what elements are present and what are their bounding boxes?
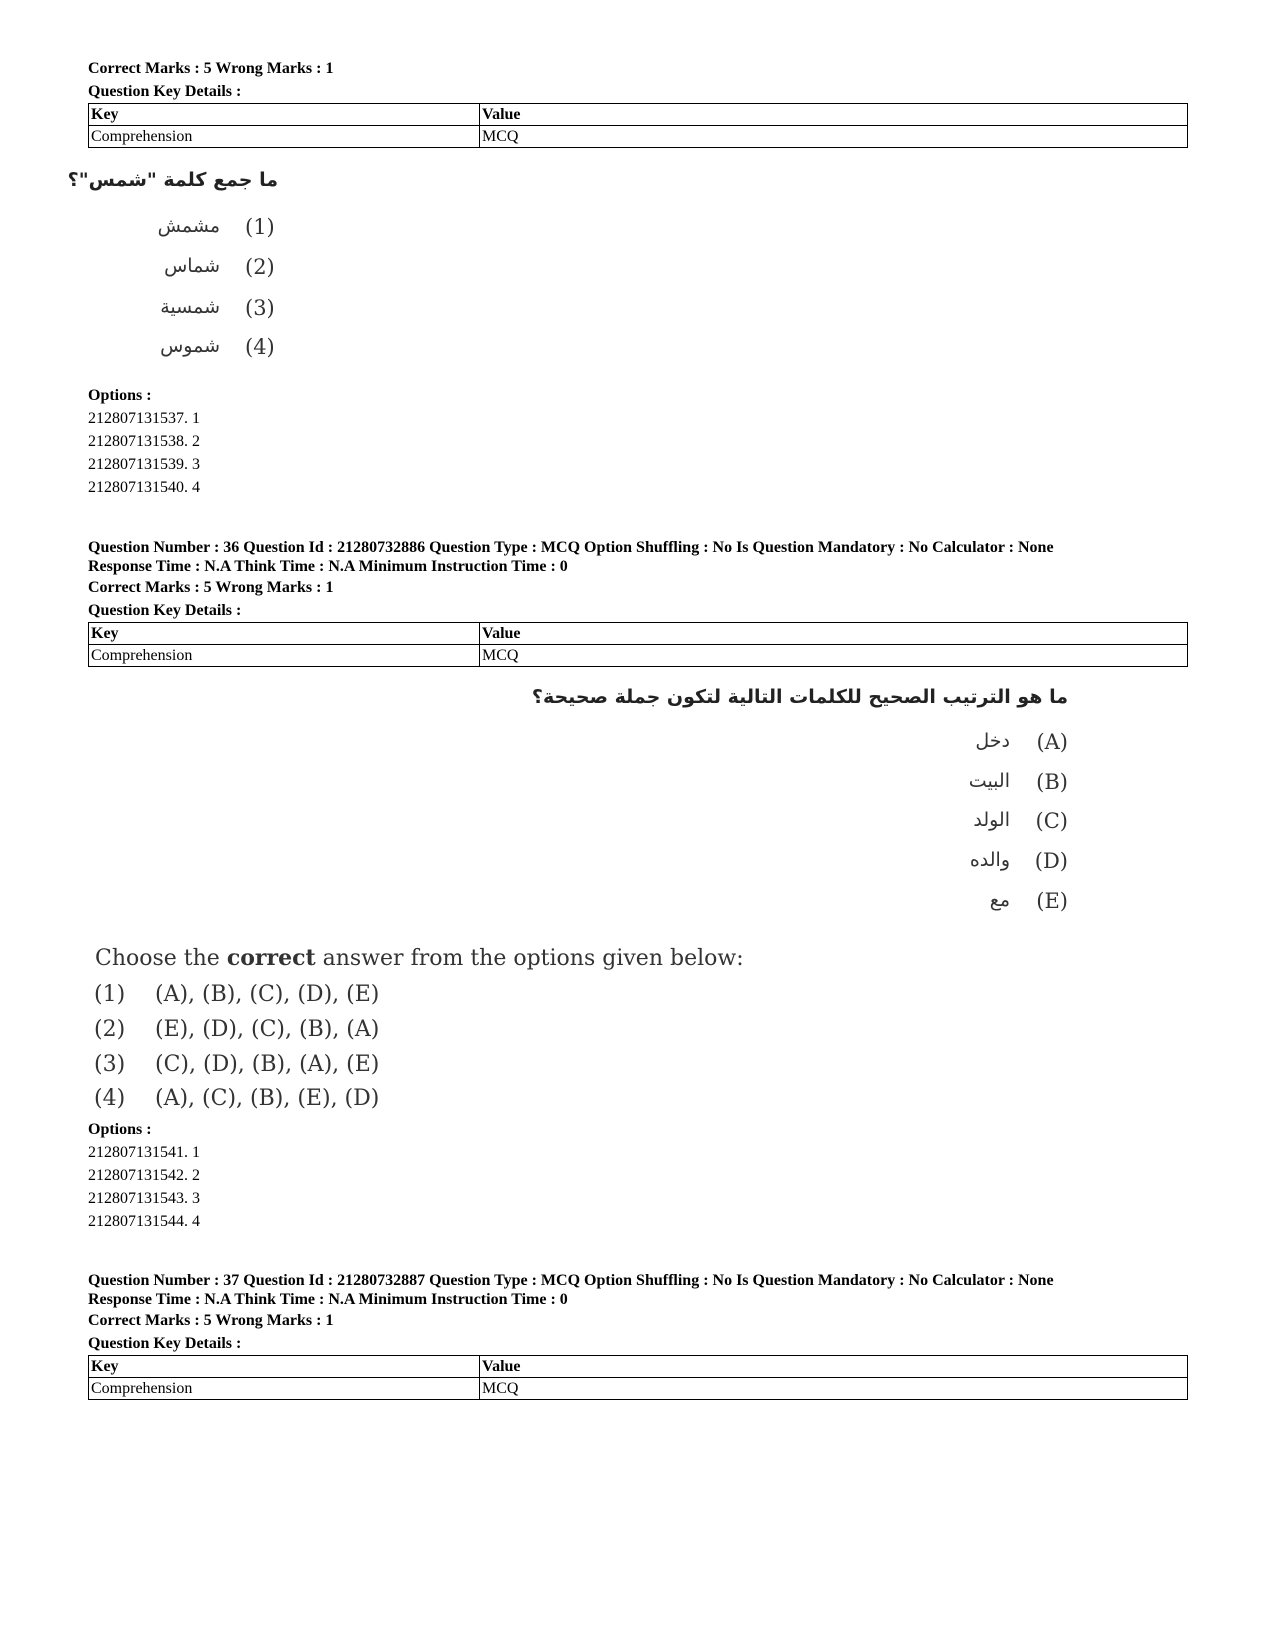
q35-key-details-label: Question Key Details : [88, 83, 242, 100]
table-row [89, 126, 1188, 148]
q36-choice-num: (1) [94, 982, 126, 1007]
table-header-row [89, 1356, 1188, 1378]
q36-word-label: (B) [1036, 770, 1068, 794]
q36-key-details-label: Question Key Details : [88, 602, 242, 619]
q35-question-image [67, 164, 288, 374]
q37-header-line2: Response Time : N.A Think Time : N.A Minimum Instruction Time : 0 [88, 1291, 568, 1308]
q35-options [88, 384, 1188, 499]
q36-word-label: (D) [1034, 849, 1068, 873]
choose-bold: correct [226, 945, 316, 971]
value-cell: MCQ [480, 1378, 1188, 1400]
q36-key-table [88, 622, 1188, 667]
q36-question-text: ما هو الترتيب الصحيح للكلمات التالية لتكون جملة صحيحة؟ [531, 686, 1068, 708]
q36-choices-image-last [88, 1086, 728, 1116]
q37-header-line1: Question Number : 37 Question Id : 21280732887 Question Type : MCQ Option Shuffling : No Is Question Mandatory : No Calculator : None [88, 1272, 1054, 1289]
q36-word: والده [969, 849, 1010, 871]
q35-answer-3 [88, 294, 288, 330]
value-cell: MCQ [480, 645, 1188, 667]
choose-pre: Choose the [95, 946, 227, 971]
q35-answer-num: (1) [245, 215, 275, 239]
key-header: Key [89, 1356, 480, 1378]
q36-choice-text: (A), (B), (C), (D), (E) [155, 982, 380, 1007]
q36-word-e [908, 887, 1068, 923]
option-item: 212807131539. 3 [88, 456, 200, 473]
q35-answer-4 [88, 333, 288, 369]
q35-answer-word: شموس [160, 335, 220, 357]
option-item: 212807131540. 4 [88, 479, 200, 496]
q36-options [88, 1118, 1188, 1233]
option-item: 212807131544. 4 [88, 1213, 200, 1230]
table-header-row [89, 104, 1188, 126]
table-header-row [89, 623, 1188, 645]
option-item: 212807131541. 1 [88, 1144, 200, 1161]
option-item: 212807131542. 2 [88, 1167, 200, 1184]
value-header: Value [480, 1356, 1188, 1378]
q36-section [88, 538, 1188, 667]
table-row [89, 1378, 1188, 1400]
q35-answer-word: شماس [164, 255, 220, 277]
q35-section [88, 57, 1188, 148]
q36-word-c [908, 807, 1068, 843]
q35-answer-word: شمسية [160, 296, 220, 318]
q36-choices-image [88, 945, 744, 1095]
q36-word-label: (A) [1036, 730, 1068, 754]
table-row [89, 645, 1188, 667]
value-header: Value [480, 104, 1188, 126]
q36-choice-text: (C), (D), (B), (A), (E) [155, 1052, 380, 1077]
q35-answer-word: مشمش [157, 215, 220, 237]
q36-choice-num: (3) [94, 1052, 126, 1077]
key-cell: Comprehension [89, 1378, 480, 1400]
choose-post: answer from the options given below: [315, 946, 744, 971]
q35-answer-2 [88, 253, 288, 289]
option-item: 212807131543. 3 [88, 1190, 200, 1207]
q35-question-text: ما جمع كلمة "شمس"؟ [67, 169, 278, 191]
option-item: 212807131538. 2 [88, 433, 200, 450]
option-item: 212807131537. 1 [88, 410, 200, 427]
q36-word: مع [989, 889, 1010, 911]
q35-key-table [88, 103, 1188, 148]
q36-choice-num: (2) [94, 1017, 126, 1042]
options-label: Options : [88, 1121, 152, 1138]
q36-word: البيت [968, 770, 1010, 792]
q35-answer-1 [88, 213, 288, 249]
q35-answer-num: (3) [245, 296, 275, 320]
q36-word: الولد [973, 809, 1010, 831]
q37-key-details-label: Question Key Details : [88, 1335, 242, 1352]
q35-answer-num: (2) [245, 255, 275, 279]
q36-choice-num: (4) [94, 1086, 126, 1111]
options-label: Options : [88, 387, 152, 404]
q35-answer-num: (4) [245, 335, 275, 359]
q36-word-d [908, 847, 1068, 883]
q36-header-line2: Response Time : N.A Think Time : N.A Minimum Instruction Time : 0 [88, 558, 568, 575]
q36-word-a [908, 728, 1068, 764]
key-cell: Comprehension [89, 645, 480, 667]
q37-section [88, 1271, 1188, 1400]
q37-marks: Correct Marks : 5 Wrong Marks : 1 [88, 1312, 334, 1329]
q36-marks: Correct Marks : 5 Wrong Marks : 1 [88, 579, 334, 596]
q36-choose-instruction [95, 945, 744, 971]
q36-word-b [908, 768, 1068, 804]
q37-key-table [88, 1355, 1188, 1400]
q36-choice-text: (A), (C), (B), (E), (D) [155, 1086, 380, 1111]
key-header: Key [89, 623, 480, 645]
key-cell: Comprehension [89, 126, 480, 148]
q36-word: دخل [975, 730, 1010, 752]
value-cell: MCQ [480, 126, 1188, 148]
key-header: Key [89, 104, 480, 126]
value-header: Value [480, 623, 1188, 645]
q36-word-label: (C) [1035, 809, 1068, 833]
q35-marks: Correct Marks : 5 Wrong Marks : 1 [88, 60, 334, 77]
q36-question-image [88, 682, 1088, 942]
q36-choice-text: (E), (D), (C), (B), (A) [155, 1017, 380, 1042]
q36-header-line1: Question Number : 36 Question Id : 21280732886 Question Type : MCQ Option Shuffling : No Is Question Mandatory : No Calculator : None [88, 539, 1054, 556]
q36-word-label: (E) [1036, 889, 1068, 913]
